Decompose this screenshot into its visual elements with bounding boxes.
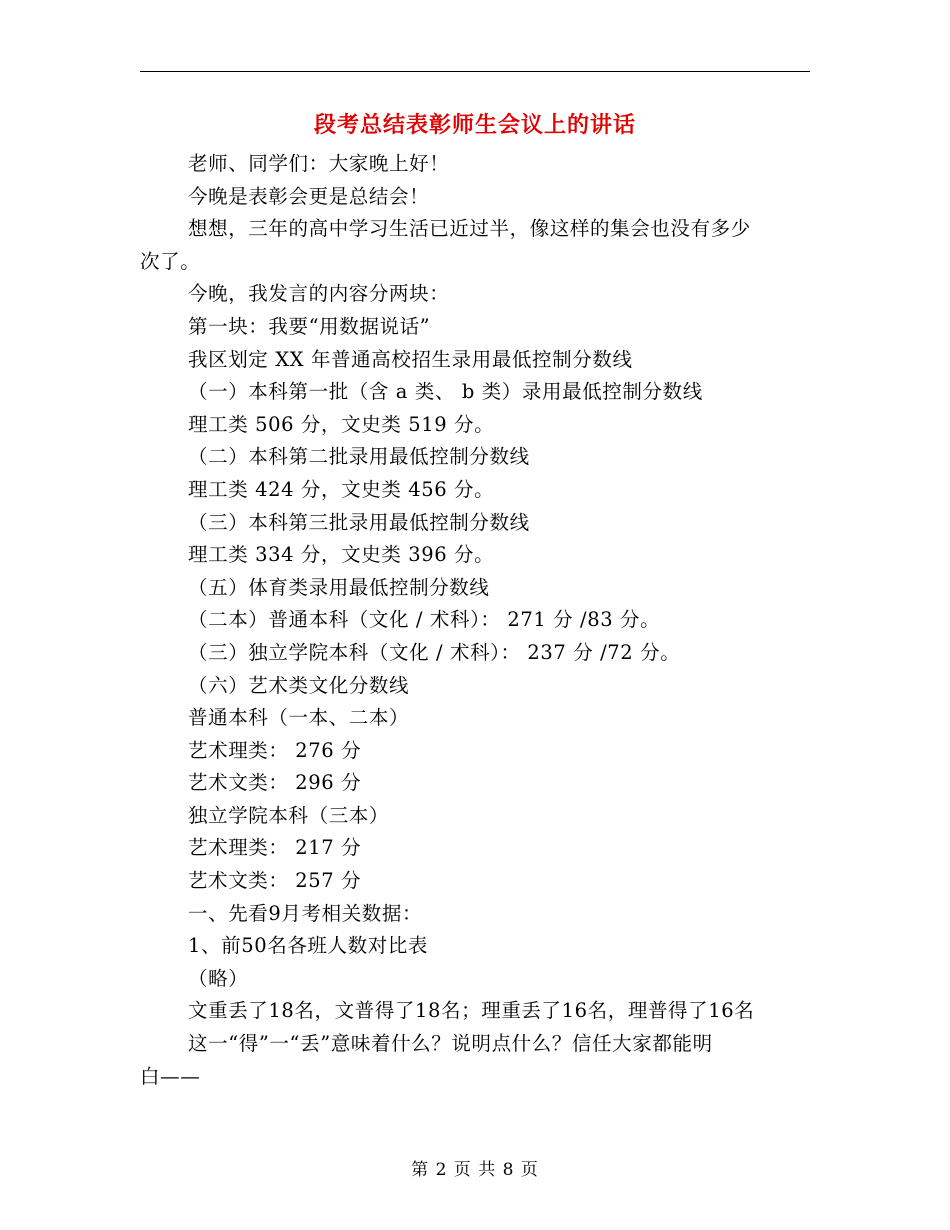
- paragraph: （五）体育类录用最低控制分数线: [188, 575, 490, 599]
- paragraph: （略）: [188, 966, 249, 990]
- paragraph: 这一“得”一“丢”意味着什么？说明点什么？信任大家都能明: [188, 1032, 713, 1056]
- page-footer: 第 2 页 共 8 页: [411, 1160, 539, 1180]
- document-body: [140, 148, 810, 1093]
- paragraph: 1、前50名各班人数对比表: [188, 934, 429, 958]
- paragraph: （二）本科第二批录用最低控制分数线: [188, 445, 530, 469]
- paragraph: （三）本科第三批录用最低控制分数线: [188, 510, 530, 534]
- paragraph: 理工类 334 分，文史类 396 分。: [188, 543, 495, 567]
- paragraph: 第一块：我要“用数据说话”: [188, 314, 431, 338]
- paragraph-continuation: 次了。: [140, 249, 201, 273]
- paragraph: 老师、同学们：大家晚上好！: [188, 152, 450, 175]
- paragraph: （一）本科第一批（含 a 类、 b 类）录用最低控制分数线: [188, 380, 703, 404]
- paragraph: 理工类 506 分，文史类 519 分。: [188, 412, 495, 436]
- paragraph: 一、先看9月考相关数据：: [188, 901, 423, 925]
- paragraph: 艺术文类： 296 分: [188, 771, 362, 795]
- paragraph: 独立学院本科（三本）: [188, 803, 390, 827]
- paragraph: （二本）普通本科（文化 / 术科）： 271 分 /83 分。: [188, 608, 661, 632]
- paragraph: 艺术理类： 217 分: [188, 836, 362, 860]
- paragraph: 文重丢了18名，文普得了18名；理重丢了16名，理普得了16名: [188, 999, 755, 1023]
- paragraph: 普通本科（一本、二本）: [188, 706, 410, 730]
- paragraph-continuation: 白——: [140, 1064, 201, 1088]
- paragraph: （三）独立学院本科（文化 / 术科）： 237 分 /72 分。: [188, 640, 681, 664]
- paragraph: 艺术文类： 257 分: [188, 869, 362, 893]
- paragraph: 想想，三年的高中学习生活已近过半，像这样的集会也没有多少: [188, 217, 751, 241]
- paragraph: 今晚是表彰会更是总结会！: [188, 184, 430, 208]
- document-title: 段考总结表彰师生会议上的讲话: [313, 113, 636, 138]
- paragraph: （六）艺术类文化分数线: [188, 673, 410, 697]
- header-rule: [140, 71, 810, 72]
- paragraph: 我区划定 XX 年普通高校招生录用最低控制分数线: [188, 347, 633, 371]
- paragraph: 今晚，我发言的内容分两块：: [188, 282, 450, 306]
- paragraph: 艺术理类： 276 分: [188, 738, 362, 762]
- paragraph: 理工类 424 分，文史类 456 分。: [188, 477, 495, 501]
